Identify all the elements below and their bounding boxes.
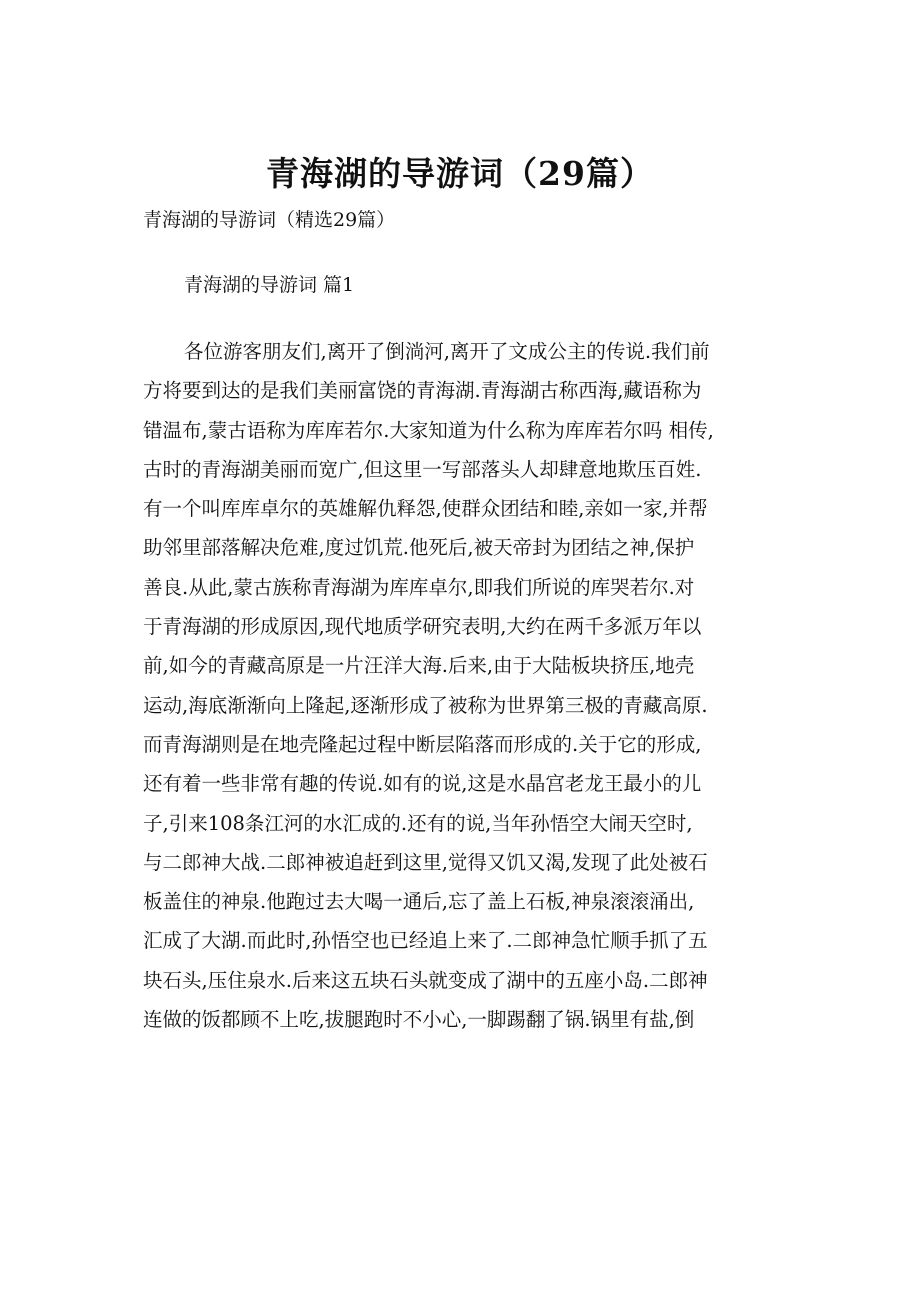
section-heading: 青海湖的导游词 篇1 — [184, 274, 355, 296]
body-paragraph — [143, 332, 803, 1039]
paragraph-line: 于青海湖的形成原因,现代地质学研究表明,大约在两千多派万年以 — [143, 615, 702, 639]
paragraph-line: 有一个叫库库卓尔的英雄解仇释怨,使群众团结和睦,亲如一家,并帮 — [143, 497, 708, 521]
paragraph-line: 与二郎神大战.二郎神被追赶到这里,觉得又饥又渴,发现了此处被石 — [143, 850, 708, 874]
paragraph-line: 而青海湖则是在地壳隆起过程中断层陷落而形成的.关于它的形成, — [143, 732, 702, 756]
paragraph-line: 连做的饭都顾不上吃,拔腿跑时不小心,一脚踢翻了锅.锅里有盐,倒 — [143, 1008, 695, 1032]
paragraph-line: 汇成了大湖.而此时,孙悟空也已经追上来了.二郎神急忙顺手抓了五 — [143, 929, 708, 953]
paragraph-line: 方将要到达的是我们美丽富饶的青海湖.青海湖古称西海,藏语称为 — [143, 379, 702, 403]
paragraph-line: 古时的青海湖美丽而宽广,但这里一写部落头人却肆意地欺压百姓. — [143, 457, 702, 481]
paragraph-line: 错温布,蒙古语称为库库若尔.大家知道为什么称为库库若尔吗 相传, — [143, 418, 714, 442]
document-subtitle: 青海湖的导游词（精选29篇） — [143, 209, 396, 231]
paragraph-line: 块石头,压住泉水.后来这五块石头就变成了湖中的五座小岛.二郎神 — [143, 968, 708, 992]
paragraph-line: 运动,海底渐渐向上隆起,逐渐形成了被称为世界第三极的青藏高原. — [143, 693, 708, 717]
document-title: 青海湖的导游词（29篇） — [266, 154, 654, 193]
paragraph-line: 前,如今的青藏高原是一片汪洋大海.后来,由于大陆板块挤压,地壳 — [143, 654, 695, 678]
paragraph-line: 善良.从此,蒙古族称青海湖为库库卓尔,即我们所说的库哭若尔.对 — [143, 575, 695, 599]
paragraph-line: 助邻里部落解决危难,度过饥荒.他死后,被天帝封为团结之神,保护 — [143, 536, 695, 560]
paragraph-line: 各位游客朋友们,离开了倒淌河,离开了文成公主的传说.我们前 — [184, 340, 710, 363]
paragraph-line: 板盖住的神泉.他跑过去大喝一通后,忘了盖上石板,神泉滚滚涌出, — [143, 890, 695, 914]
paragraph-line: 还有着一些非常有趣的传说.如有的说,这是水晶宫老龙王最小的儿 — [143, 772, 702, 796]
paragraph-line: 子,引来108条江河的水汇成的.还有的说,当年孙悟空大闹天空时, — [143, 811, 693, 835]
